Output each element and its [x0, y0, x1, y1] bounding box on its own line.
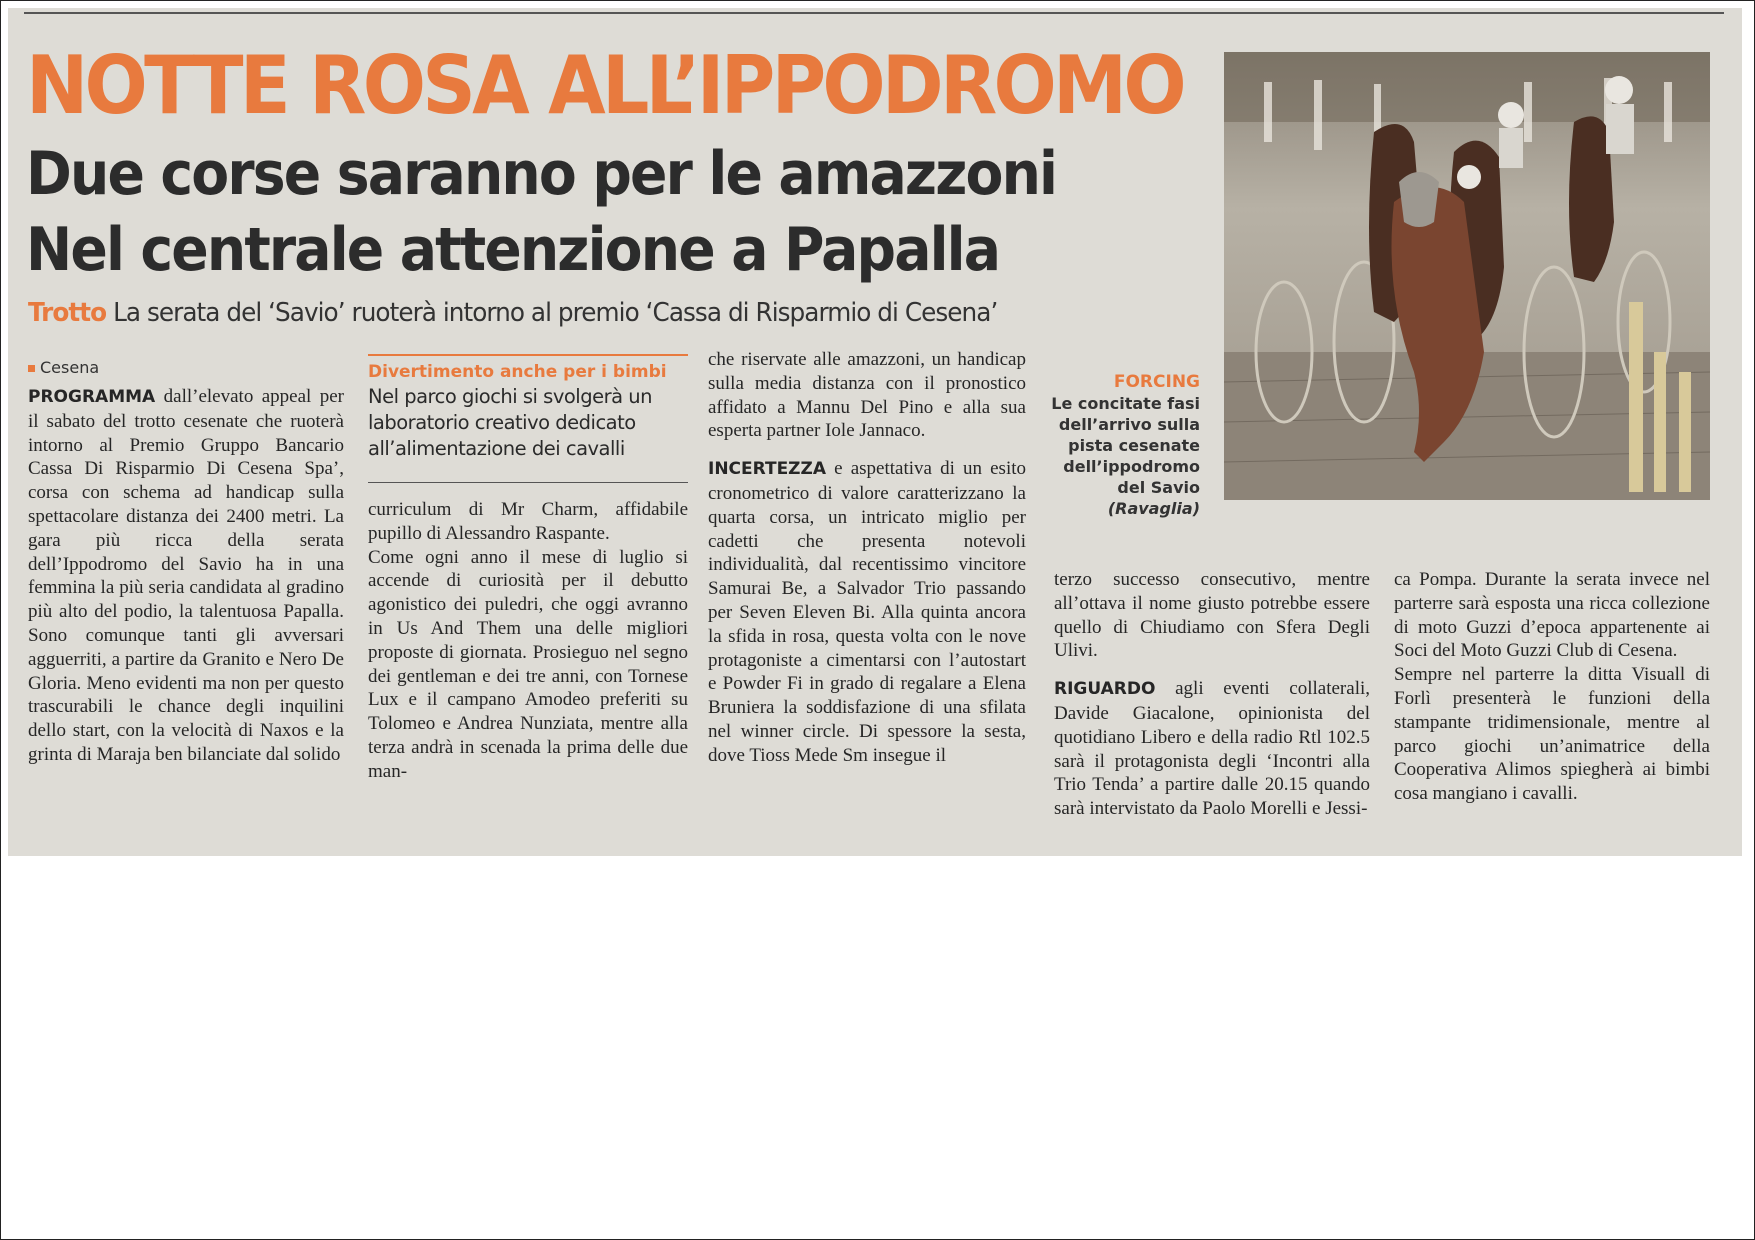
col2-paragraph-1: curriculum di Mr Charm, affidabile pupillo di Alessandro Raspante.	[368, 499, 688, 544]
headline-line-1: Due corse saranno per le amazzoni	[26, 139, 1057, 209]
caption-tag: FORCING	[1113, 372, 1200, 392]
col3-lead: INCERTEZZA	[708, 459, 826, 480]
harness-race-photo	[1224, 52, 1710, 500]
subhead-tag: Trotto	[28, 298, 107, 328]
subheadline	[28, 300, 997, 326]
pull-quote-text: Nel parco giochi si svolgerà un laboratorio creativo dedicato all’alimentazione dei cavalli	[368, 385, 652, 460]
col4-text: agli eventi collaterali, Davide Giacalone, opinionista del quotidiano Libero e della radio Rtl 102.5 sarà il protagonista degli ‘Incontri alla Trio Tenda’ a partire dalle 20.15 quando sarà intervistato da Paolo Morelli e Jessi-	[1054, 678, 1370, 820]
subhead-text: La serata del ‘Savio’ ruoterà intorno al premio ‘Cassa di Risparmio di Cesena’	[113, 298, 998, 328]
col2-paragraph-2: Come ogni anno il mese di luglio si accende di curiosità per il debutto agonistico dei puledri, che oggi avranno in Us And Them una delle migliori proposte di giornata. Prosieguo nel segno dei gentleman e dei tre anni, con Tornese Lux e il campano Amodeo preferiti su Tolomeo e Andrea Nunziata, mentre alla terza andrà in scenada la prima delle due man-	[368, 546, 688, 782]
kicker-headline: NOTTE ROSA ALL’IPPODROMO	[26, 39, 1183, 132]
article-column-1	[28, 385, 344, 767]
col5-paragraph-2: Sempre nel parterre la ditta Visuall di Forlì presenterà le funzioni della stampante tridimensionale, mentre al parco giochi un’animatrice della Cooperativa Alimos spiegherà ai bimbi cosa mangiano i cavalli.	[1394, 664, 1710, 805]
dateline-text: Cesena	[40, 358, 100, 377]
harness-race-photo-icon	[1224, 52, 1710, 500]
article-column-3	[708, 348, 1026, 768]
headline-line-2: Nel centrale attenzione a Papalla	[26, 215, 1000, 285]
col5-paragraph-1: ca Pompa. Durante la serata invece nel parterre sarà esposta una ricca collezione di moto Guzzi d’epoca appartenente ai Soci del Moto Guzzi Club di Cesena.	[1394, 569, 1710, 662]
photo-caption	[1044, 372, 1200, 519]
col1-lead: PROGRAMMA	[28, 387, 156, 407]
pull-quote-rule	[368, 482, 688, 483]
caption-credit: (Ravaglia)	[1107, 499, 1200, 518]
caption-text: Le concitate fasi dell’arrivo sulla pista cesenate dell’ippodromo del Savio	[1051, 394, 1200, 497]
pull-quote	[368, 354, 688, 462]
col4-paragraph-2	[1054, 677, 1370, 821]
col3-text: e aspettativa di un esito cronometrico di valore caratterizzano la quarta corsa, un intricato miglio per cadetti che presenta notevoli individualità, dal recentissimo vincitore Samurai Be, a Salvador Trio passando per Seven Eleven Bi. Alla quinta ancora la sfida in rosa, questa volta con le nove protagoniste a cimentarsi con l’autostart e Powder Fi in grado di regalare a Elena Bruniera la soddisfazione di una sfilata nel winner circle. Di spessore la sesta, dove Tioss Mede Sm insegue il	[708, 458, 1027, 766]
newspaper-clipping	[8, 8, 1742, 856]
column-1-paragraph	[28, 385, 344, 767]
col4-paragraph-1: terzo successo consecutivo, mentre all’ottava il nome giusto potrebbe essere quello di Chiudiamo con Sfera Degli Ulivi.	[1054, 569, 1370, 662]
dateline-square-icon	[28, 365, 35, 372]
col3-paragraph-2	[708, 457, 1026, 767]
col3-paragraph-1: che riservate alle amazzoni, un handicap sulla media distanza con il pronostico affidato a Mannu Del Pino e alla sua esperta partner Iole Jannaco.	[708, 349, 1026, 442]
article-column-5	[1394, 568, 1710, 806]
dateline	[28, 358, 99, 377]
col1-text: dall’elevato appeal per il sabato del trotto cesenate che ruoterà intorno al Premio Gruppo Bancario Cassa Di Risparmio Di Cesena Spa’, corsa con schema ad handicap sulla spettacolare distanza dei 2400 metri. La gara più ricca della serata dell’Ippodromo del Savio ha in una femmina la più seria candidata al gradino più alto del podio, la talentuosa Papalla. Sono comunque tanti gli avversari agguerriti, a partire da Granito e Nero De Gloria. Meno evidenti ma non per questo trascurabili le chance degli inquilini dello start, con la velocità di Naxos e la grinta di Maraja ben bilanciate dal solido	[28, 386, 345, 765]
article-column-4	[1054, 568, 1370, 821]
pull-quote-tag: Divertimento anche per i bimbi	[368, 362, 667, 382]
top-rule	[24, 12, 1724, 14]
article-column-2	[368, 498, 688, 784]
col4-lead: RIGUARDO	[1054, 679, 1156, 700]
